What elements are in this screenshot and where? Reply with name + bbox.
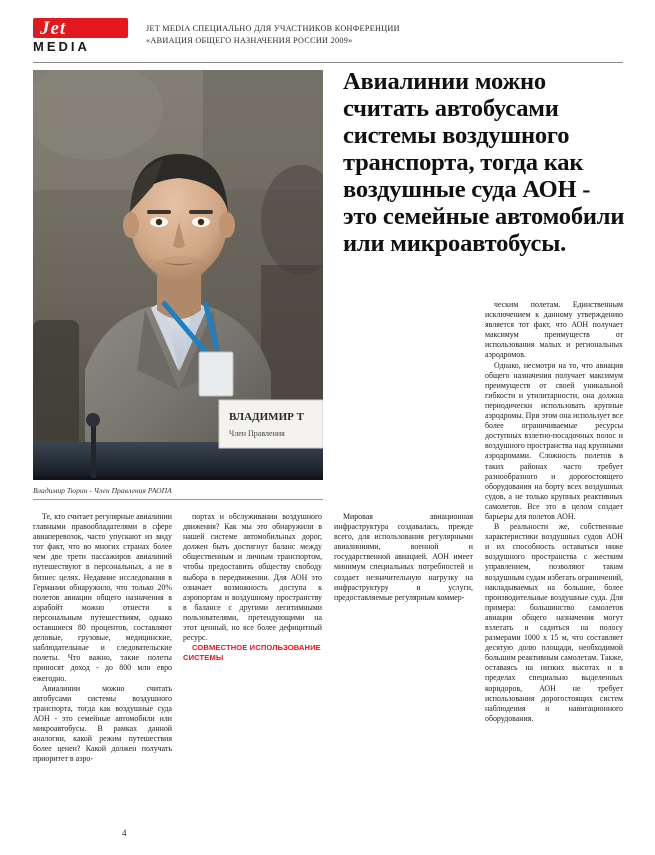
header-line-2: «АВИАЦИЯ ОБЩЕГО НАЗНАЧЕНИЯ РОССИИ 2009» [146,36,353,45]
photo-caption: Владимир Тюрин - Член Правления РАОПА [33,486,172,495]
header-divider [33,62,623,63]
paragraph: В реальности же, собственные характеристики воздушных судов АОН и их способность оставаться ниже воздушного пространства с жестким управлением, позволяют таким воздушным судам избегать ограничений, накладываемых на большие, более производительные воздушные суда. Для примера: большинство самолетов авиации общего назначения могут взлетать и садиться на полосу размерами 1000 х 15 м, что составляет десятую долю площади, необходимой большим реактивным самолетам. Также, оставаясь на низких высотах и в пределах специально выделенных коридоров, АОН не требует использования дорогостоящих систем наблюдения и навигационного оборудования. [485,522,623,723]
text-column-2 [183,512,322,662]
paragraph: Авиалинии можно считать автобусами системы воздушного транспорта, тогда как воздушные суда АОН - это семейные автомобили или микроавтобусы. В рамках данной аналогии, какой режим путешествия более ценен? Какой должен получать приоритет в аэро- [33,683,172,764]
svg-text:Член Правления: Член Правления [229,429,285,438]
caption-divider [33,499,323,500]
paragraph: портах и обслуживании воздушного движения? Как мы это обнаружили в нашей системе автомобильных дорог, должен быть достигнут баланс между общественным и личным транспортом, чтобы предоставить обществу свободу выбора в передвижении. Для АОН это означает возможность доступа к аэропортам и воздушному пространству в балансе с другими легитимными пользователями, претендующими на этот ценный, но все более дефицитный ресурс. [183,512,322,643]
logo-jet-text: Jet [40,18,67,39]
portrait-photo [33,70,323,480]
header-subtitle [146,18,400,47]
logo-badge [33,18,128,38]
page-number: 4 [122,828,127,838]
text-column-3 [334,512,473,603]
paragraph: ческим полетам. Единственным исключением к данному утверждению является тот факт, что АОН получает максимум преимуществ от использования малых и региональных аэродромов. [485,300,623,360]
text-column-1 [33,512,172,764]
section-subheading: СОВМЕСТНОЕ ИСПОЛЬЗОВАНИЕ СИСТЕМЫ [183,643,321,662]
page-headline: Авиалинии можно считать автобусами системы воздушного транспорта, тогда как воздушные суда АОН - это семейные автомобили или микроавтобусы. [343,68,625,257]
logo-media-text: MEDIA [33,39,90,54]
jet-media-logo [33,18,128,56]
paragraph: Те, кто считает регулярные авиалинии главными правообладателями в сфере авиаперевозок, часто упускают из виду тот факт, что во многих странах более чем две трети пассажиров авиалиний путешествуют в персональных, а не в бизнес целях. Недавние исследования в Германии обнаружило, что только 20% полетов авиации общего назначения в аэрабойт можно отнести к персональным путешествиям, однако оставшиеся 80 процентов, составляют деловые, грузовые, медицинские, наблюдательные и следовательские полеты. Что важно, такие полеты приносят доход - до 800 млн евро ежегодно. [33,512,172,683]
paragraph: Мировая авиационная инфраструктура создавалась, прежде всего, для использования регулярными авиалиниями, военной и государственной авиацией. АОН имеет минимум специальных потребностей и создает незначительную нагрузку на инфраструктуру и услуги, предоставляемые регулярным коммер- [334,512,473,602]
paragraph: Однако, несмотря на то, что авиация общего назначения получает максимум преимуществ от своей уникальной гибкости и утилитарности, она должна периодически использовать крупные аэродромы. При этом она использует все более ограничиваемые ресурсы доступных взлетно-посадочных полос и воздушного пространства над крупными аэродромами. Сложность полетов в таких районах часто требует разнообразного и дорогостоящего оборудования на борту всех воздушных судов, а не только крупных реактивных самолетов. Все это в целом создает барьеры для полетов АОН. [485,360,623,521]
page-header [33,18,623,60]
svg-text:ВЛАДИМИР Т: ВЛАДИМИР Т [229,411,304,423]
text-column-4 [485,300,623,724]
header-line-1: JET MEDIA СПЕЦИАЛЬНО ДЛЯ УЧАСТНИКОВ КОНФЕРЕНЦИИ [146,24,400,33]
portrait-illustration [33,70,323,480]
